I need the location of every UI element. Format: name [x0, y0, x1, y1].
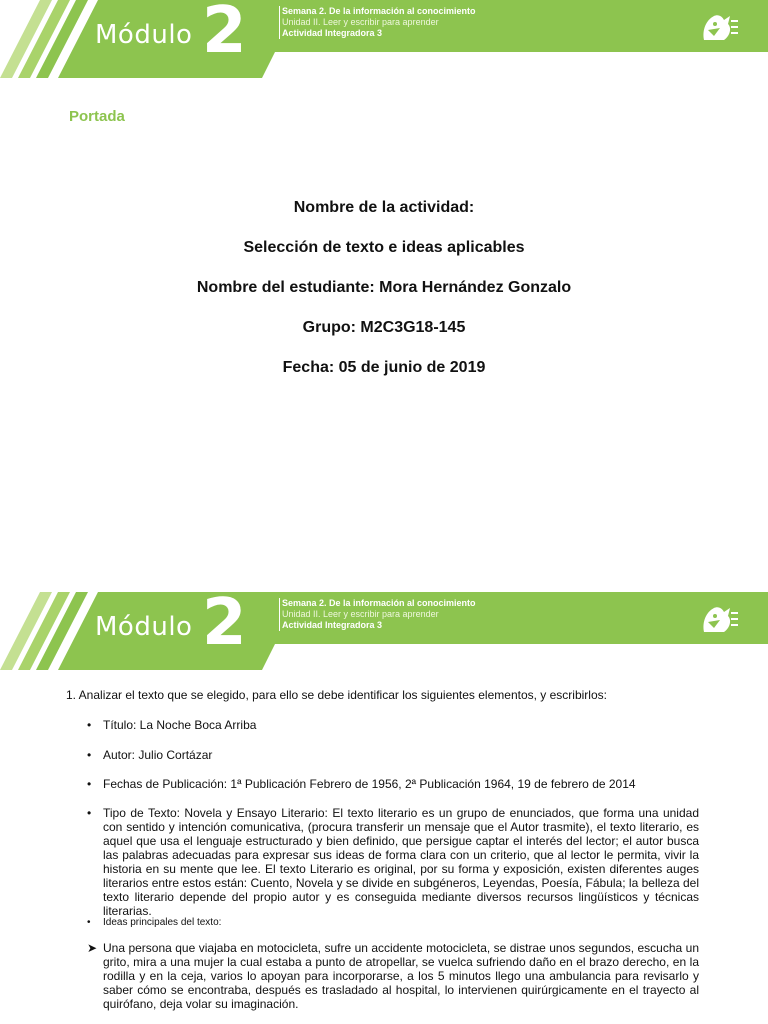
- list-item: [87, 941, 699, 1011]
- student-name: Nombre del estudiante: Mora Hernández Gonzalo: [196, 279, 572, 296]
- main-ideas-label: Ideas principales del texto:: [103, 917, 222, 928]
- activity-label: Nombre de la actividad:: [293, 199, 475, 216]
- group: Grupo: M2C3G18-145: [302, 319, 466, 336]
- bullet-icon: •: [87, 748, 92, 762]
- list-item: [87, 748, 699, 762]
- activity-title: Actividad Integradora 3: [282, 28, 383, 38]
- content-page: [0, 592, 768, 1024]
- bullet-icon: •: [87, 718, 92, 732]
- list-item: [87, 718, 699, 732]
- week-title: Semana 2. De la información al conocimiento: [282, 6, 476, 16]
- institution-logo-icon: [700, 602, 740, 636]
- question-text: 1. Analizar el texto que se elegido, para ello se debe identificar los siguientes elementos, y escribirlos:: [66, 688, 607, 702]
- main-idea-1: Una persona que viajaba en motocicleta, sufre un accidente motocicleta, se distrae unos segundos, escucha un grito, mira a una mujer la cual estaba a punto de atropellar, se vuelca sufriendo daño en el brazo derecho, en la rodilla y en la ceja, varios lo apoyan para incorporarse, a los 5 minutos llego una ambulancia para revisarlo y saber cómo se encontraba, después es trasladado al hospital, lo intervienen quirúrgicamente en el trayecto al quirófano, deja volar su imaginación.: [103, 941, 699, 1011]
- unit-title: Unidad II. Leer y escribir para aprender: [282, 17, 439, 27]
- bullet-icon: •: [87, 777, 92, 791]
- banner-info: [279, 598, 476, 631]
- list-item: [87, 777, 699, 791]
- bullet-icon: •: [87, 917, 91, 928]
- activity-name: Selección de texto e ideas aplicables: [243, 239, 525, 256]
- institution-logo-icon: [700, 10, 740, 44]
- title-item: Título: La Noche Boca Arriba: [103, 718, 257, 732]
- module-word: Módulo: [95, 612, 193, 642]
- author-item: Autor: Julio Cortázar: [103, 748, 213, 762]
- module-banner: [0, 592, 768, 670]
- text-type-item: Tipo de Texto: Novela y Ensayo Literario: El texto literario es un grupo de enunciados, que forma una unidad con sentido y intención comunicativa, (procura transferir un mensaje que el Autor trasmite), el texto literario, es aquel que usa el lenguaje estructurado y bien definido, que persigue captar el interés del lector; el autor busca las palabras adecuadas para expresar sus ideas de forma clara con un criterio, que al lector le permita, vivir la historia en su mente que lee. El texto Literario es original, por su forma y exposición, existen diferentes auges literarios entre estos están: Cuento, Novela y se divide en subgéneros, Leyendas, Poesía, Fábula; la belleza del texto literario depende del propio autor y es conseguida mediante diversos recursos lingüísticos y técnicas literarias.: [103, 806, 699, 918]
- section-label: Portada: [69, 108, 125, 125]
- module-number: 2: [202, 0, 247, 68]
- module-word: Módulo: [95, 20, 193, 50]
- publication-dates-item: Fechas de Publicación: 1ª Publicación Febrero de 1956, 2ª Publicación 1964, 19 de febrero de 2014: [103, 777, 636, 791]
- arrow-bullet-icon: ➤: [87, 941, 98, 955]
- date: Fecha: 05 de junio de 2019: [282, 359, 486, 376]
- unit-title: Unidad II. Leer y escribir para aprender: [282, 609, 439, 619]
- bullet-icon: •: [87, 806, 92, 820]
- module-banner: [0, 0, 768, 78]
- cover-info: [0, 198, 768, 398]
- activity-title: Actividad Integradora 3: [282, 620, 383, 630]
- banner-info: [279, 6, 476, 39]
- list-item: [87, 916, 699, 930]
- list-item: [87, 806, 699, 918]
- module-number: 2: [202, 592, 247, 660]
- week-title: Semana 2. De la información al conocimiento: [282, 598, 476, 608]
